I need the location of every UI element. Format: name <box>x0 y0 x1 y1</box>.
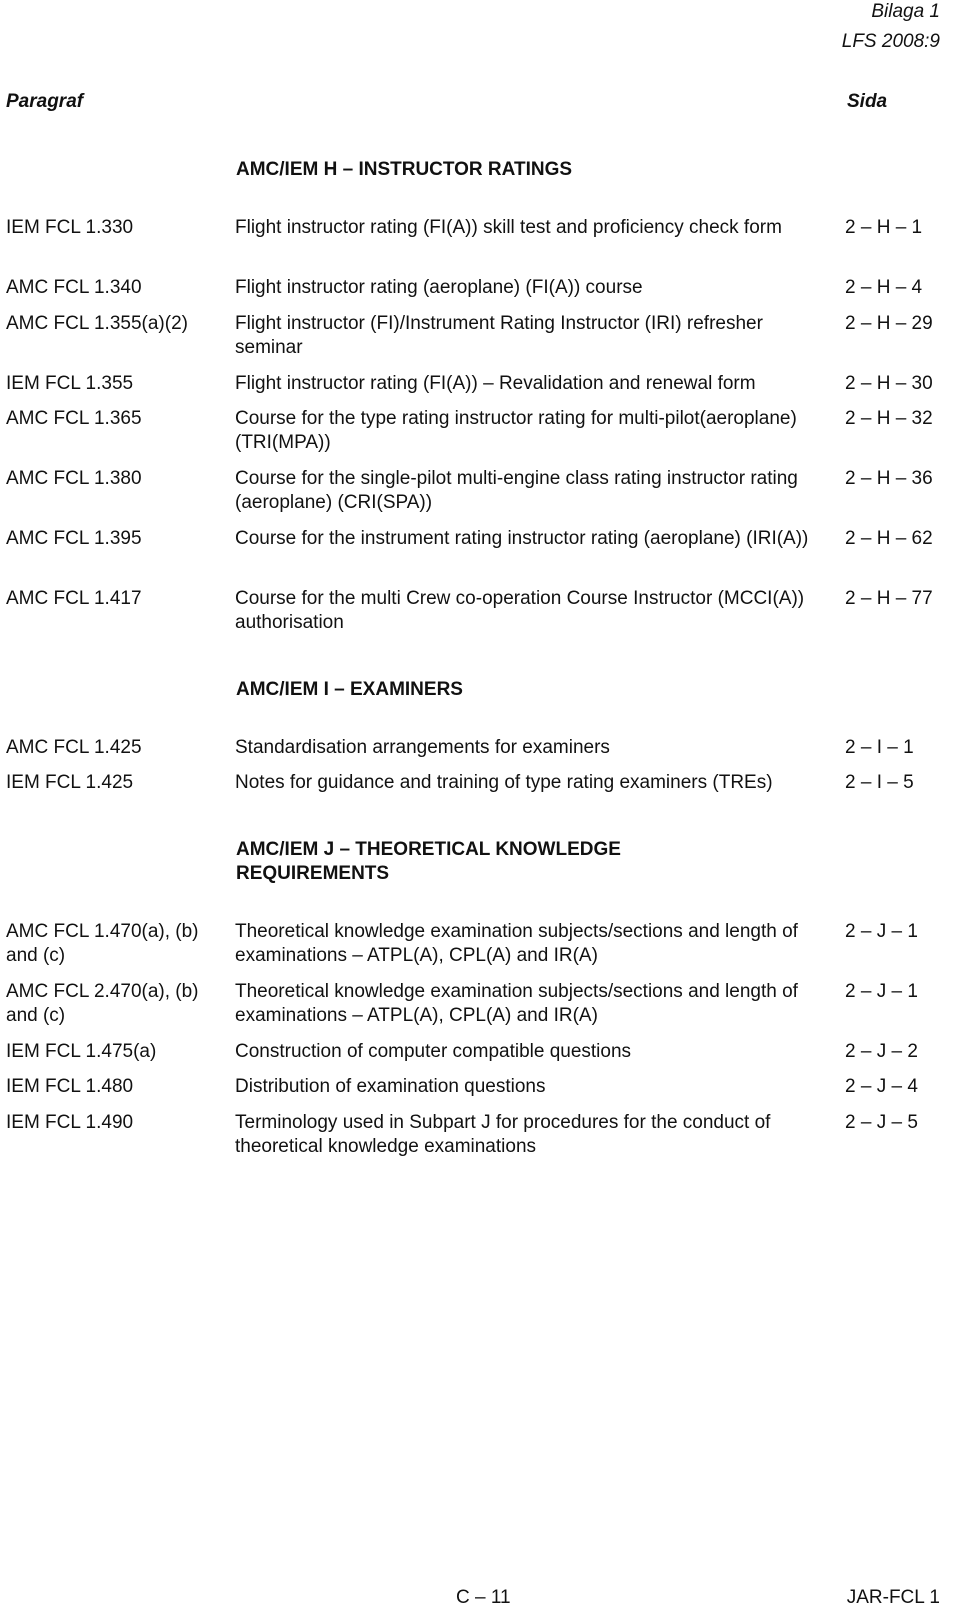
page-ref: 2 – H – 4 <box>845 277 923 298</box>
page-ref: 2 – H – 32 <box>845 408 933 429</box>
paragraph-title: Flight instructor rating (aeroplane) (FI(A)) course <box>235 277 643 298</box>
page-ref: 2 – H – 62 <box>845 528 933 549</box>
footer-document-name: JAR-FCL 1 <box>846 1587 940 1608</box>
page-ref: 2 – H – 36 <box>845 468 933 489</box>
paragraph-title: Flight instructor rating (FI(A)) – Revalidation and renewal form <box>235 373 756 394</box>
paragraph-ref: AMC FCL 2.470(a), (b) and (c) <box>6 981 199 1026</box>
page-ref: 2 – J – 5 <box>845 1112 918 1133</box>
column-heading-page: Sida <box>847 91 888 112</box>
paragraph-title: Distribution of examination questions <box>235 1076 546 1097</box>
page-ref: 2 – H – 1 <box>845 217 923 238</box>
paragraph-ref: AMC FCL 1.340 <box>6 277 142 298</box>
paragraph-ref: AMC FCL 1.395 <box>6 528 142 549</box>
paragraph-title: Course for the instrument rating instructor rating (aeroplane) (IRI(A)) <box>235 528 809 549</box>
paragraph-title: Construction of computer compatible questions <box>235 1041 632 1062</box>
paragraph-ref: AMC FCL 1.355(a)(2) <box>6 313 188 334</box>
page-ref: 2 – J – 2 <box>845 1041 918 1062</box>
page-ref: 2 – H – 29 <box>845 313 933 334</box>
column-heading-paragraph: Paragraf <box>6 91 84 112</box>
paragraph-title: Course for the single-pilot multi-engine class rating instructor rating (aeroplane) (CRI(SPA)) <box>235 468 798 513</box>
page-ref: 2 – H – 77 <box>845 588 933 609</box>
paragraph-title: Theoretical knowledge examination subjects/sections and length of examinations – ATPL(A), CPL(A) and IR(A) <box>235 921 798 966</box>
paragraph-ref: AMC FCL 1.425 <box>6 737 142 758</box>
paragraph-ref: AMC FCL 1.470(a), (b) and (c) <box>6 921 199 966</box>
page-ref: 2 – J – 1 <box>845 921 918 942</box>
page-ref: 2 – J – 1 <box>845 981 918 1002</box>
paragraph-ref: AMC FCL 1.380 <box>6 468 142 489</box>
section-title: AMC/IEM J – THEORETICAL KNOWLEDGE REQUIREMENTS <box>236 839 621 884</box>
page-ref: 2 – J – 4 <box>845 1076 918 1097</box>
paragraph-ref: IEM FCL 1.490 <box>6 1112 134 1133</box>
section-title: AMC/IEM H – INSTRUCTOR RATINGS <box>236 159 573 180</box>
paragraph-ref: IEM FCL 1.475(a) <box>6 1041 157 1062</box>
paragraph-title: Standardisation arrangements for examiners <box>235 737 610 758</box>
paragraph-ref: IEM FCL 1.480 <box>6 1076 134 1097</box>
paragraph-ref: IEM FCL 1.355 <box>6 373 134 394</box>
paragraph-title: Flight instructor rating (FI(A)) skill test and proficiency check form <box>235 217 782 238</box>
paragraph-title: Flight instructor (FI)/Instrument Rating Instructor (IRI) refresher seminar <box>235 313 763 358</box>
paragraph-title: Terminology used in Subpart J for procedures for the conduct of theoretical knowledge examinations <box>235 1112 771 1157</box>
page-ref: 2 – I – 1 <box>845 737 914 758</box>
paragraph-title: Notes for guidance and training of type rating examiners (TREs) <box>235 772 773 793</box>
page-ref: 2 – I – 5 <box>845 772 914 793</box>
page-ref: 2 – H – 30 <box>845 373 933 394</box>
paragraph-ref: IEM FCL 1.425 <box>6 772 134 793</box>
paragraph-title: Theoretical knowledge examination subjects/sections and length of examinations – ATPL(A), CPL(A) and IR(A) <box>235 981 798 1026</box>
paragraph-ref: IEM FCL 1.330 <box>6 217 134 238</box>
header-regulation: LFS 2008:9 <box>841 31 940 52</box>
paragraph-ref: AMC FCL 1.365 <box>6 408 142 429</box>
paragraph-title: Course for the multi Crew co-operation Course Instructor (MCCI(A)) authorisation <box>235 588 805 633</box>
paragraph-title: Course for the type rating instructor rating for multi-pilot(aeroplane) (TRI(MPA)) <box>235 408 797 453</box>
section-title: AMC/IEM I – EXAMINERS <box>236 679 463 700</box>
footer-page-number: C – 11 <box>456 1587 511 1608</box>
header-annex: Bilaga 1 <box>871 1 940 22</box>
paragraph-ref: AMC FCL 1.417 <box>6 588 142 609</box>
